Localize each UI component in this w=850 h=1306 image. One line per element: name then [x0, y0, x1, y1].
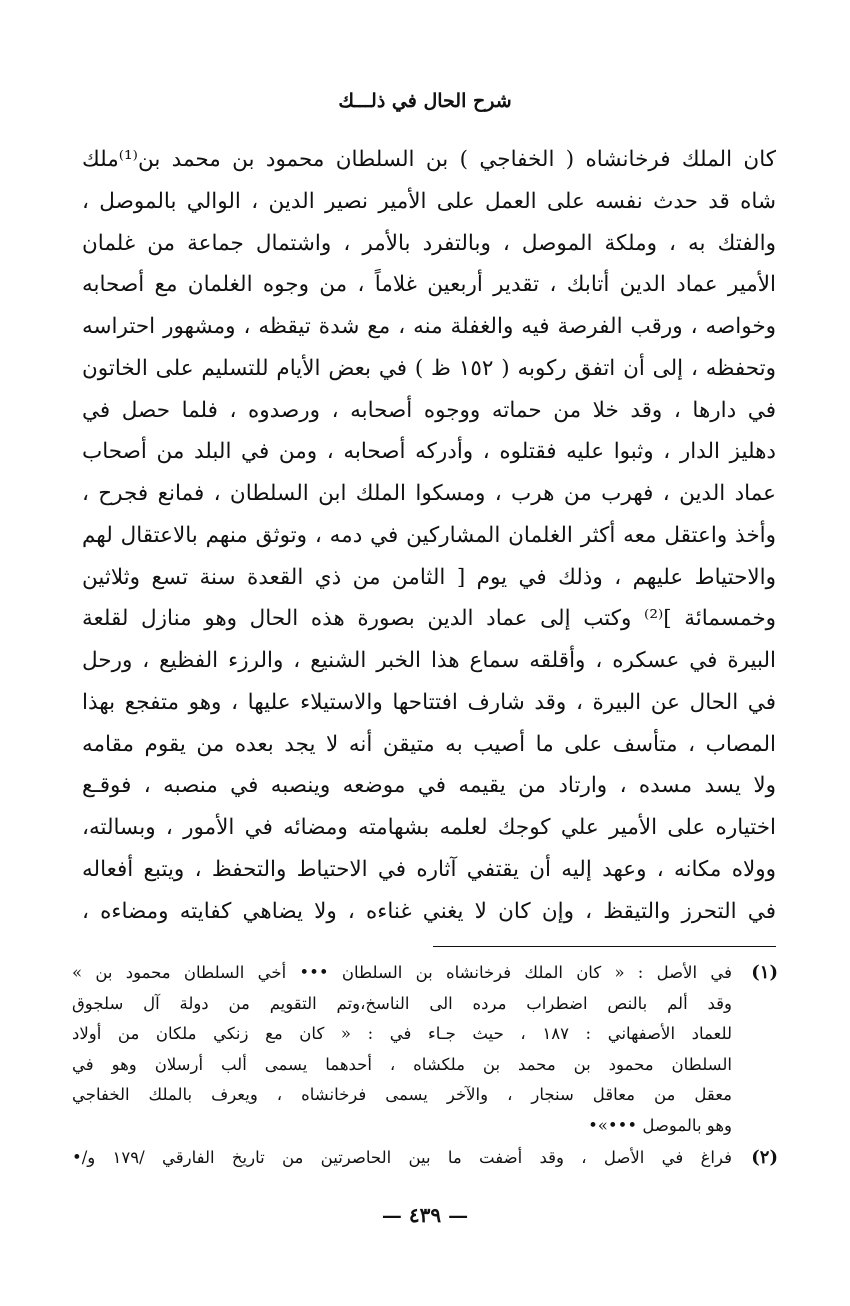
text-line: وتحفظه ، إلى أن اتفق ركوبه ( ١٥٢ ظ ) في بعض الأيام للتسليم على الخاتون [82, 355, 776, 381]
text-line: المصاب ، متأسف على ما أصيب به متيقن أنه لا يجد بعده من يقوم مقامه [82, 731, 776, 757]
page-number: — ٤٣٩ — [381, 1203, 469, 1227]
text-line: ولا يسد مسده ، وارتاد من يقيمه في موضعه وينصبه في منصبه ، فوقـع [82, 773, 776, 799]
text-line: في دارها ، وقد خلا من حماته ووجوه أصحابه ، ورصدوه ، فلما حصل في [82, 397, 776, 423]
footnote-line: معقل من معاقل سنجار ، والآخر يسمى فرخانشاه ، ويعرف بالملك الخفاجي [72, 1085, 732, 1104]
footnote-line: للعماد الأصفهاني : ١٨٧ ، حيث جـاء في : « كان مع زنكي ملكان من أولاد [72, 1024, 732, 1043]
footnotes [72, 958, 778, 1176]
text-line: كان الملك فرخانشاه ( الخفاجي ) بن السلطان محمود بن محمد بن⁽¹⁾ملك [82, 147, 776, 172]
main-text [82, 139, 776, 932]
text-line: الأمير عماد الدين أتابك ، تقدير أربعين غلاماً ، من وجوه الغلمان مع أصحابه [82, 272, 776, 298]
footnote-line: فراغ في الأصل ، وقد أضفت ما بين الحاصرتين من تاريخ الفارقي /١٧٩ و/• [72, 1148, 732, 1167]
text-line: شاه قد حدث نفسه على العمل على الأمير نصير الدين ، الوالي بالموصل ، [82, 188, 776, 214]
text-line: في التحرز والتيقظ ، وإن كان لا يغني غناءه ، ولا يضاهي كفايته ومضاءه ، [82, 898, 776, 924]
text-line: وأخذ واعتقل معه أكثر الغلمان المشاركين في دمه ، وتوثق منهم بالاعتقال لهم [82, 522, 776, 548]
text-line: وخواصه ، ورقب الفرصة فيه والغفلة منه ، مع شدة تيقظه ، ومشهور احتراسه [82, 314, 776, 339]
text-line: وخمسمائة ]⁽²⁾ وكتب إلى عماد الدين بصورة هذه الحال وهو منازل لقلعة [82, 606, 776, 632]
text-line: دهليز الدار ، وثبوا عليه فقتلوه ، وأدركه أصحابه ، ومن في البلد من أصحاب [82, 439, 776, 465]
text-line: اختياره على الأمير علي كوجك لعلمه بشهامته ومضائه في الأمور ، وبسالته، [82, 815, 776, 840]
footnote-divider [433, 946, 776, 947]
footnote-marker: (١) [751, 962, 778, 983]
text-line: وولاه مكانه ، وعهد إليه أن يقتفي آثاره في الاحتياط والتحفظ ، ويتبع أفعاله [82, 856, 776, 882]
text-line: والفتك به ، وملكة الموصل ، وبالتفرد بالأمر ، واشتمال جماعة من غلمان [82, 230, 776, 256]
footnote-line: وهو بالموصل •••»• [588, 1115, 732, 1135]
page-heading: شرح الحال في ذلـــك [338, 90, 512, 112]
text-line: في الحال عن البيرة ، وقد شارف افتتاحها والاستيلاء عليها ، وهو متفجع بهذا [82, 689, 776, 715]
footnote-line: السلطان محمود بن محمد بن ملكشاه ، أحدهما يسمى ألب أرسلان وهو في [72, 1054, 732, 1074]
footnote-line: وقد ألم بالنص اضطراب مرده الى الناسخ،وتم التقويم من دولة آل سلجوق [72, 993, 732, 1013]
text-line: عماد الدين ، فهرب من هرب ، ومسكوا الملك ابن السلطان ، فمانع فجرح ، [82, 481, 776, 506]
footnote-marker: (٢) [751, 1147, 778, 1168]
text-line: والاحتياط عليهم ، وذلك في يوم [ الثامن من ذي القعدة سنة تسع وثلاثين [82, 564, 776, 590]
text-line: البيرة في عسكره ، وأقلقه سماع هذا الخبر الشنيع ، والرزء الفظيع ، ورحل [82, 648, 776, 673]
footnote-1 [72, 958, 778, 1141]
footnote-2 [72, 1143, 778, 1174]
footnote-line: في الأصل : « كان الملك فرخانشاه بن السلطان ••• أخي السلطان محمود بن » [72, 963, 732, 982]
